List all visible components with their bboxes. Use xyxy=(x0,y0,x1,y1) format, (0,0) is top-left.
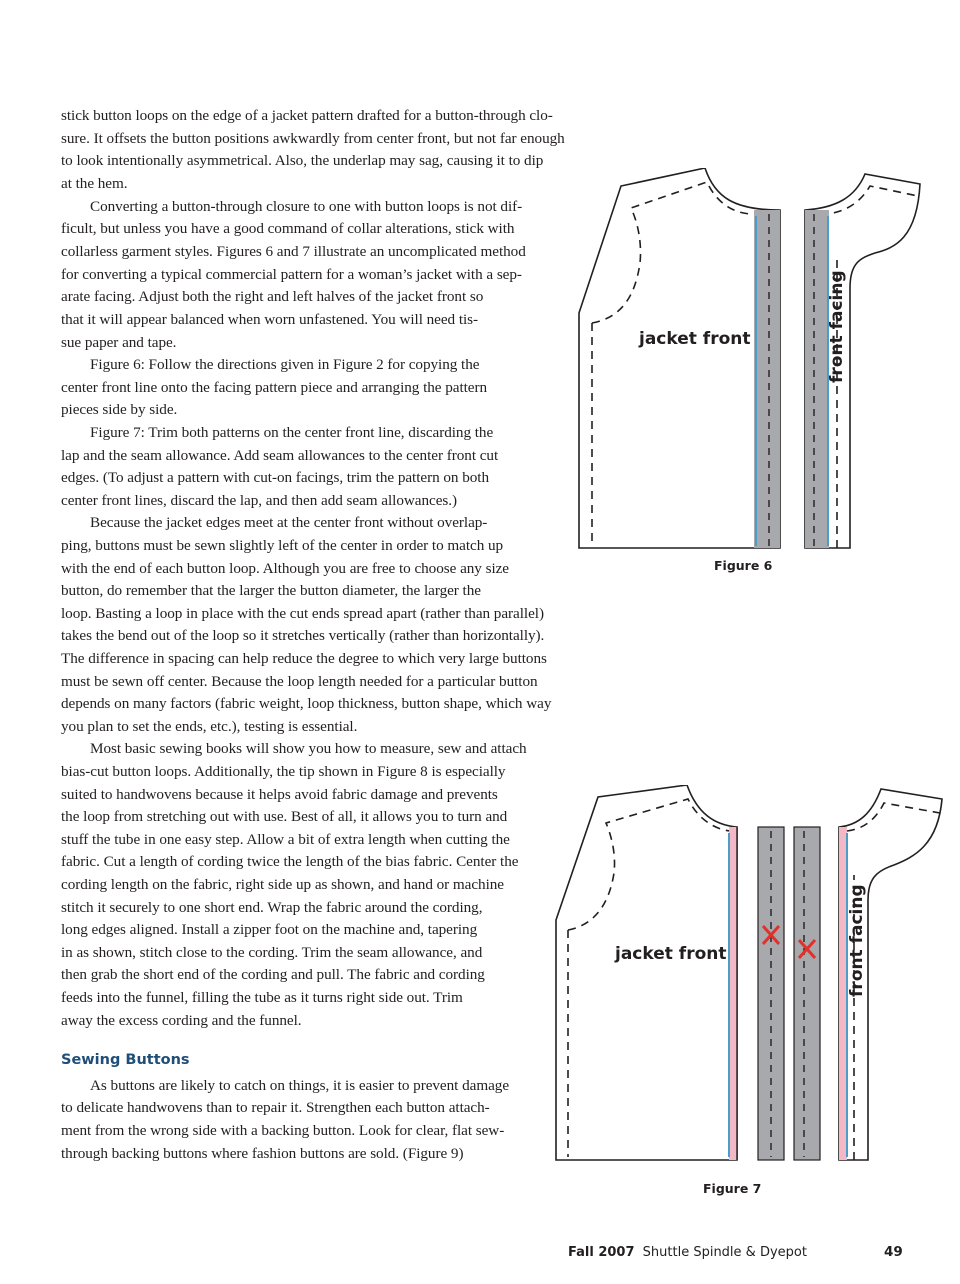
jacket-front-outline xyxy=(556,785,737,1160)
page-number: 49 xyxy=(884,1244,903,1260)
text-line: stuff the tube in one easy step. Allow a bit of extra length when cutting the xyxy=(61,831,510,848)
text-line: Converting a button-through closure to one with button loops is not dif- xyxy=(90,198,523,215)
section-heading: Sewing Buttons xyxy=(61,1052,190,1068)
jacket-front-outline xyxy=(579,168,780,548)
text-line: center front line onto the facing pattern piece and arranging the pattern xyxy=(61,379,488,396)
text-line: pieces side by side. xyxy=(61,401,178,418)
text-line: ping, buttons must be sewn slightly left of the center in order to match up xyxy=(61,537,504,554)
text-line: feeds into the funnel, filling the tube as it turns right side out. Trim xyxy=(61,989,463,1006)
text-line: lap and the seam allowance. Add seam allowances to the center front cut xyxy=(61,447,499,464)
text-line: then grab the short end of the cording and pull. The fabric and cording xyxy=(61,966,485,983)
text-line: sure. It offsets the button positions awkwardly from center front, but not far enough xyxy=(61,130,565,147)
text-line: sue paper and tape. xyxy=(61,334,177,351)
jacket-front-label: jacket front xyxy=(639,329,751,349)
front-facing-label: front facing xyxy=(847,884,867,997)
text-line: cording length on the fabric, right side up as shown, and hand or machine xyxy=(61,876,505,893)
text-line: ficult, but unless you have a good command of collar alterations, stick with xyxy=(61,220,515,237)
text-line: stick button loops on the edge of a jacket pattern drafted for a button-through clo- xyxy=(61,107,553,124)
text-line: for converting a typical commercial pattern for a woman’s jacket with a sep- xyxy=(61,266,522,283)
text-line: away the excess cording and the funnel. xyxy=(61,1012,302,1029)
text-line: button, do remember that the larger the button diameter, the larger the xyxy=(61,582,481,599)
text-line: Most basic sewing books will show you how to measure, sew and attach xyxy=(90,740,527,757)
text-line: loop. Basting a loop in place with the cut ends spread apart (rather than parallel) xyxy=(61,605,544,622)
page-footer xyxy=(568,1245,807,1260)
text-line: depends on many factors (fabric weight, loop thickness, button shape, which way xyxy=(61,695,552,712)
text-line: Because the jacket edges meet at the center front without overlap- xyxy=(90,514,488,531)
text-line: to delicate handwovens than to repair it. Strengthen each button attach- xyxy=(61,1099,490,1116)
text-line: stitch it securely to one short end. Wrap the fabric around the cording, xyxy=(61,899,483,916)
footer-magazine: Shuttle Spindle & Dyepot xyxy=(642,1245,807,1260)
jacket-front-label: jacket front xyxy=(615,944,727,964)
text-line: ment from the wrong side with a backing button. Look for clear, flat sew- xyxy=(61,1122,505,1139)
text-line: the loop from stretching out with use. Best of all, it allows you to turn and xyxy=(61,808,508,825)
figure-6-diagram xyxy=(575,168,955,553)
text-line: collarless garment styles. Figures 6 and 7 illustrate an uncomplicated method xyxy=(61,243,526,260)
text-line: Figure 6: Follow the directions given in Figure 2 for copying the xyxy=(90,356,480,373)
text-line: to look intentionally asymmetrical. Also, the underlap may sag, causing it to dip xyxy=(61,152,544,169)
text-line: that it will appear balanced when worn unfastened. You will need tis- xyxy=(61,311,479,328)
text-line: arate facing. Adjust both the right and left halves of the jacket front so xyxy=(61,288,484,305)
text-line: suited to handwovens because it helps avoid fabric damage and prevents xyxy=(61,786,498,803)
text-line: fabric. Cut a length of cording twice the length of the bias fabric. Center the xyxy=(61,853,519,870)
facing-lap-strip xyxy=(805,210,829,548)
text-line: you plan to set the ends, etc.), testing is essential. xyxy=(61,718,358,735)
facing-added-seam-strip xyxy=(839,827,847,1160)
text-line: must be sewn off center. Because the loop length needed for a particular button xyxy=(61,673,538,690)
footer-issue: Fall 2007 xyxy=(568,1245,635,1260)
text-line: center front lines, discard the lap, and then add seam allowances.) xyxy=(61,492,458,509)
text-line: takes the bend out of the loop so it stretches vertically (rather than horizontally). xyxy=(61,627,545,644)
text-line: in as shown, stitch close to the cording. Trim the seam allowance, and xyxy=(61,944,483,961)
figure-7-caption: Figure 7 xyxy=(703,1181,762,1196)
jacket-lap-strip xyxy=(754,210,780,548)
front-facing-label: front facing xyxy=(827,270,847,383)
text-line: through backing buttons where fashion buttons are sold. (Figure 9) xyxy=(61,1145,464,1162)
discarded-strip-2 xyxy=(794,827,820,1160)
text-line: Figure 7: Trim both patterns on the center front line, discarding the xyxy=(90,424,494,441)
text-line: at the hem. xyxy=(61,175,128,192)
figure-6-caption: Figure 6 xyxy=(714,558,773,573)
text-line: long edges aligned. Install a zipper foot on the machine and, tapering xyxy=(61,921,478,938)
figure-7-diagram xyxy=(554,785,946,1165)
text-line: As buttons are likely to catch on things, it is easier to prevent damage xyxy=(90,1077,510,1094)
text-line: The difference in spacing can help reduce the degree to which very large buttons xyxy=(61,650,547,667)
text-line: edges. (To adjust a pattern with cut-on facings, trim the pattern on both xyxy=(61,469,490,486)
text-line: with the end of each button loop. Although you are free to choose any size xyxy=(61,560,510,577)
text-line: bias-cut button loops. Additionally, the tip shown in Figure 8 is especially xyxy=(61,763,506,780)
jacket-added-seam-strip xyxy=(729,827,737,1160)
